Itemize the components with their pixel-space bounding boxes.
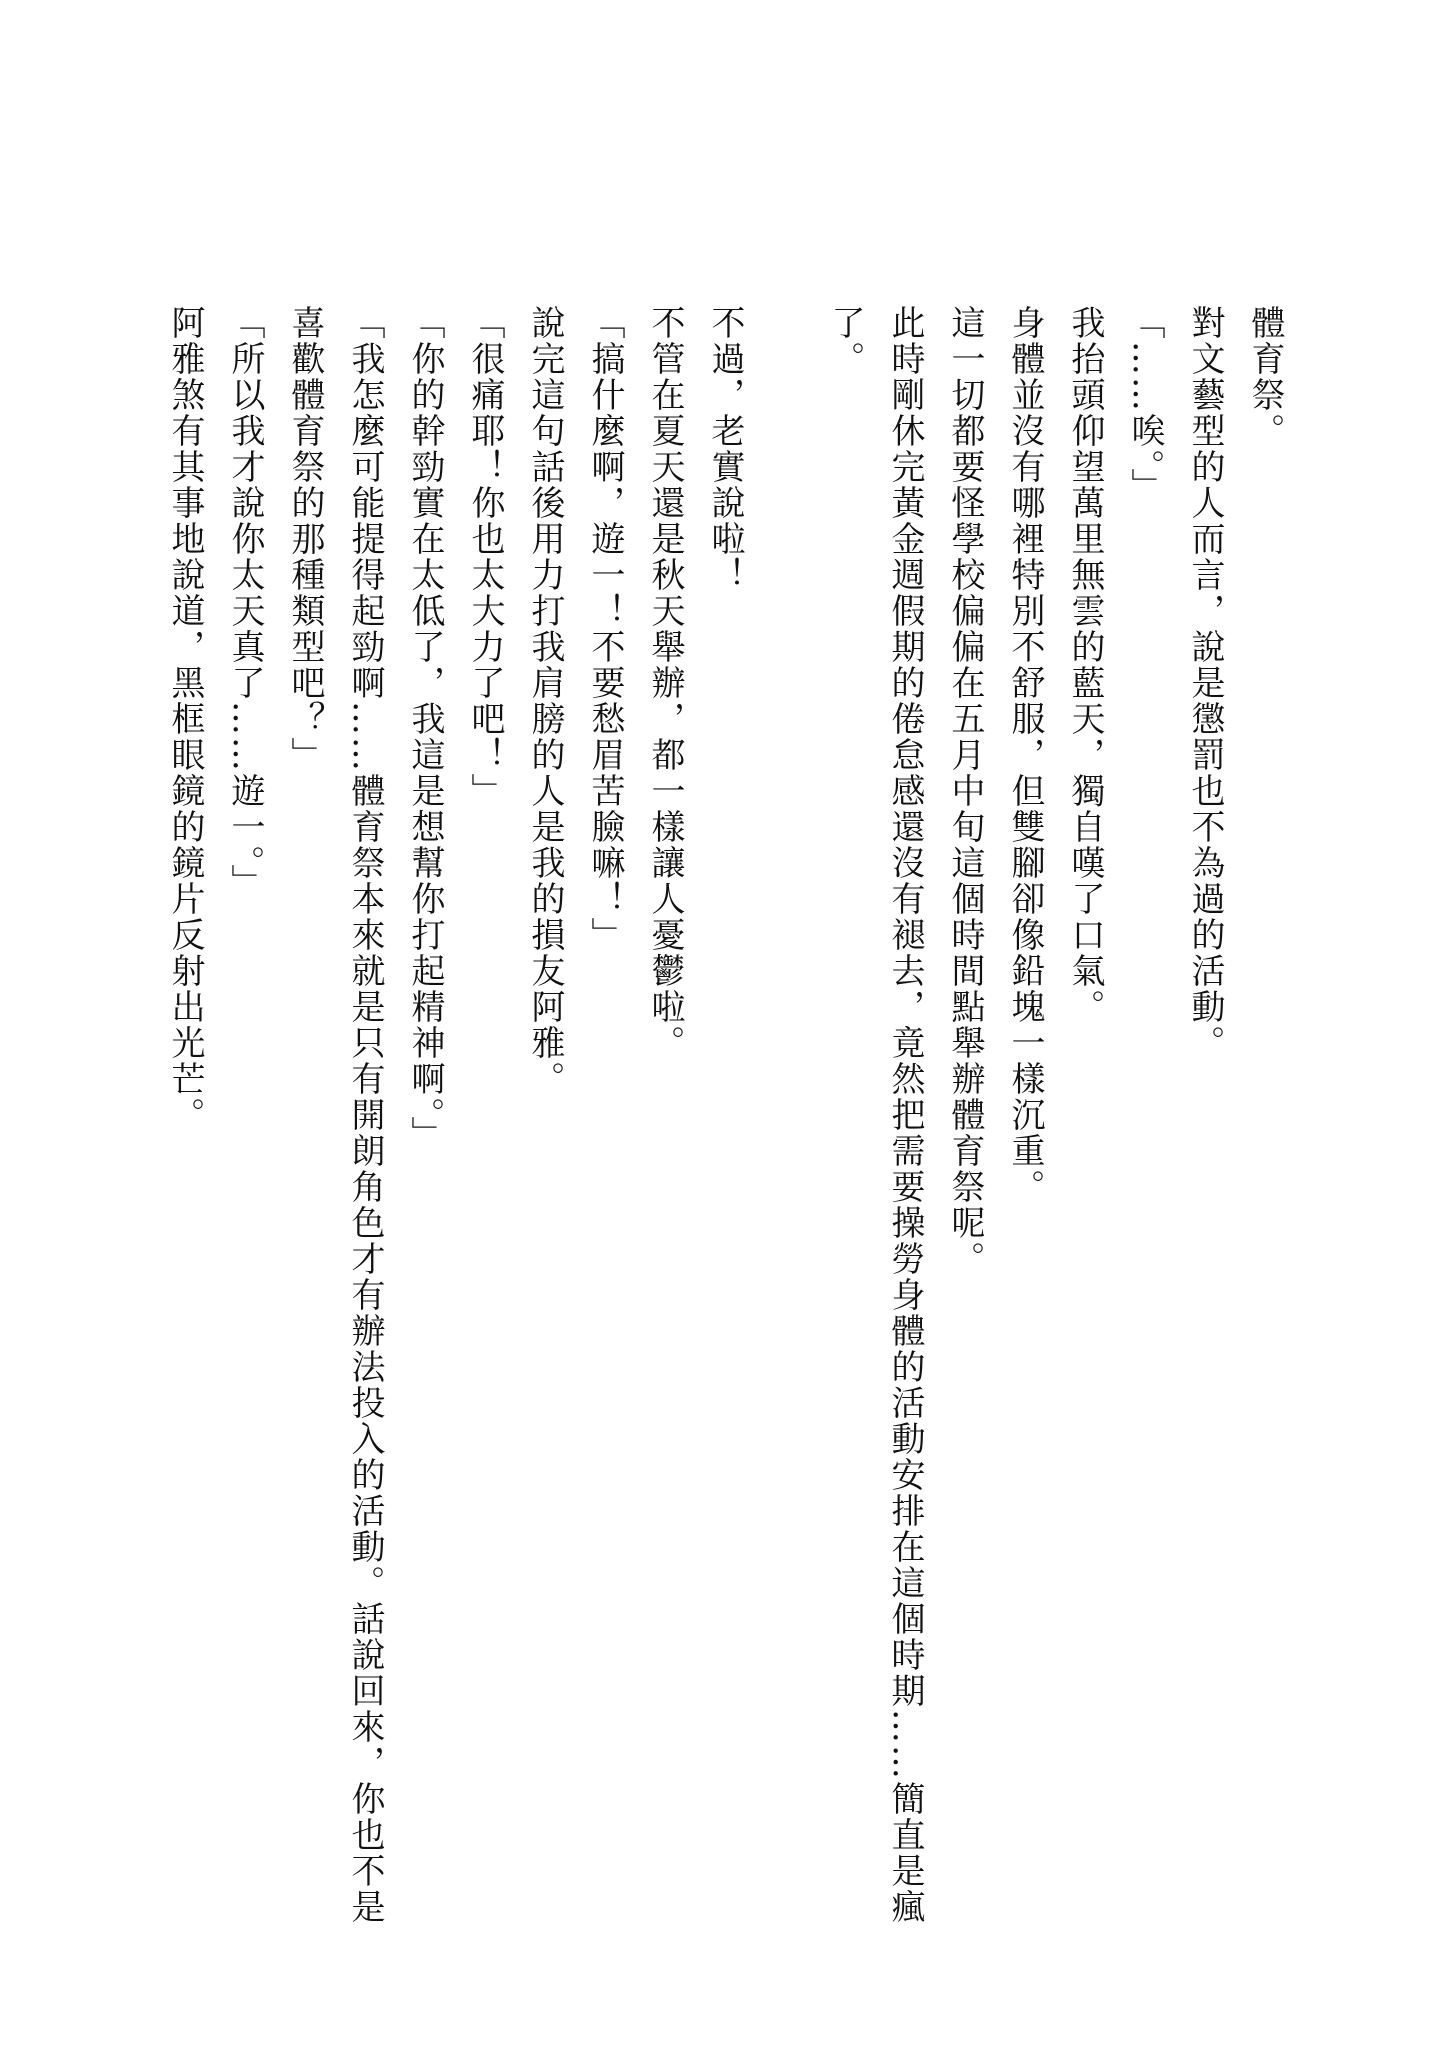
vertical-text-body	[155, 305, 1295, 1925]
paragraph: 不管在夏天還是秋天舉辦，都一樣讓人憂鬱啦。	[645, 305, 685, 1061]
paragraph: 此時剛休完黃金週假期的倦怠感還沒有褪去，竟然把需要操勞身體的活動安排在這個時期……簡直是瘋了。	[825, 305, 925, 1925]
paragraph: 我抬頭仰望萬里無雲的藍天，獨自嘆了口氣。	[1065, 305, 1105, 1025]
paragraph: 「……唉。」	[1125, 305, 1165, 504]
paragraph: 對文藝型的人而言，說是懲罰也不為過的活動。	[1185, 305, 1225, 1061]
paragraph: 「搞什麼啊，遊一！不要愁眉苦臉嘛！」	[585, 305, 625, 953]
paragraph: 「你的幹勁實在太低了，我這是想幫你打起精神啊。」	[405, 305, 445, 1152]
paragraph: 體育祭。	[1245, 305, 1285, 449]
paragraph: 這一切都要怪學校偏偏在五月中旬這個時間點舉辦體育祭呢。	[945, 305, 985, 1277]
paragraph: 「我怎麼可能提得起勁啊……體育祭本來就是只有開朗角色才有辦法投入的活動。話說回來，你也不是喜歡體育祭的那種類型吧？」	[285, 305, 385, 1925]
paragraph: 說完這句話後用力打我肩膀的人是我的損友阿雅。	[525, 305, 565, 1097]
paragraph: 身體並沒有哪裡特別不舒服，但雙腳卻像鉛塊一樣沉重。	[1005, 305, 1045, 1205]
paragraph: 「所以我才說你太天真了……遊一。」	[225, 305, 265, 900]
paragraph-spacer	[755, 305, 815, 315]
paragraph: 不過，老實說啦！	[705, 305, 745, 593]
paragraph: 「很痛耶！你也太大力了吧！」	[465, 305, 505, 809]
paragraph: 阿雅煞有其事地說道，黑框眼鏡的鏡片反射出光芒。	[165, 305, 205, 1133]
